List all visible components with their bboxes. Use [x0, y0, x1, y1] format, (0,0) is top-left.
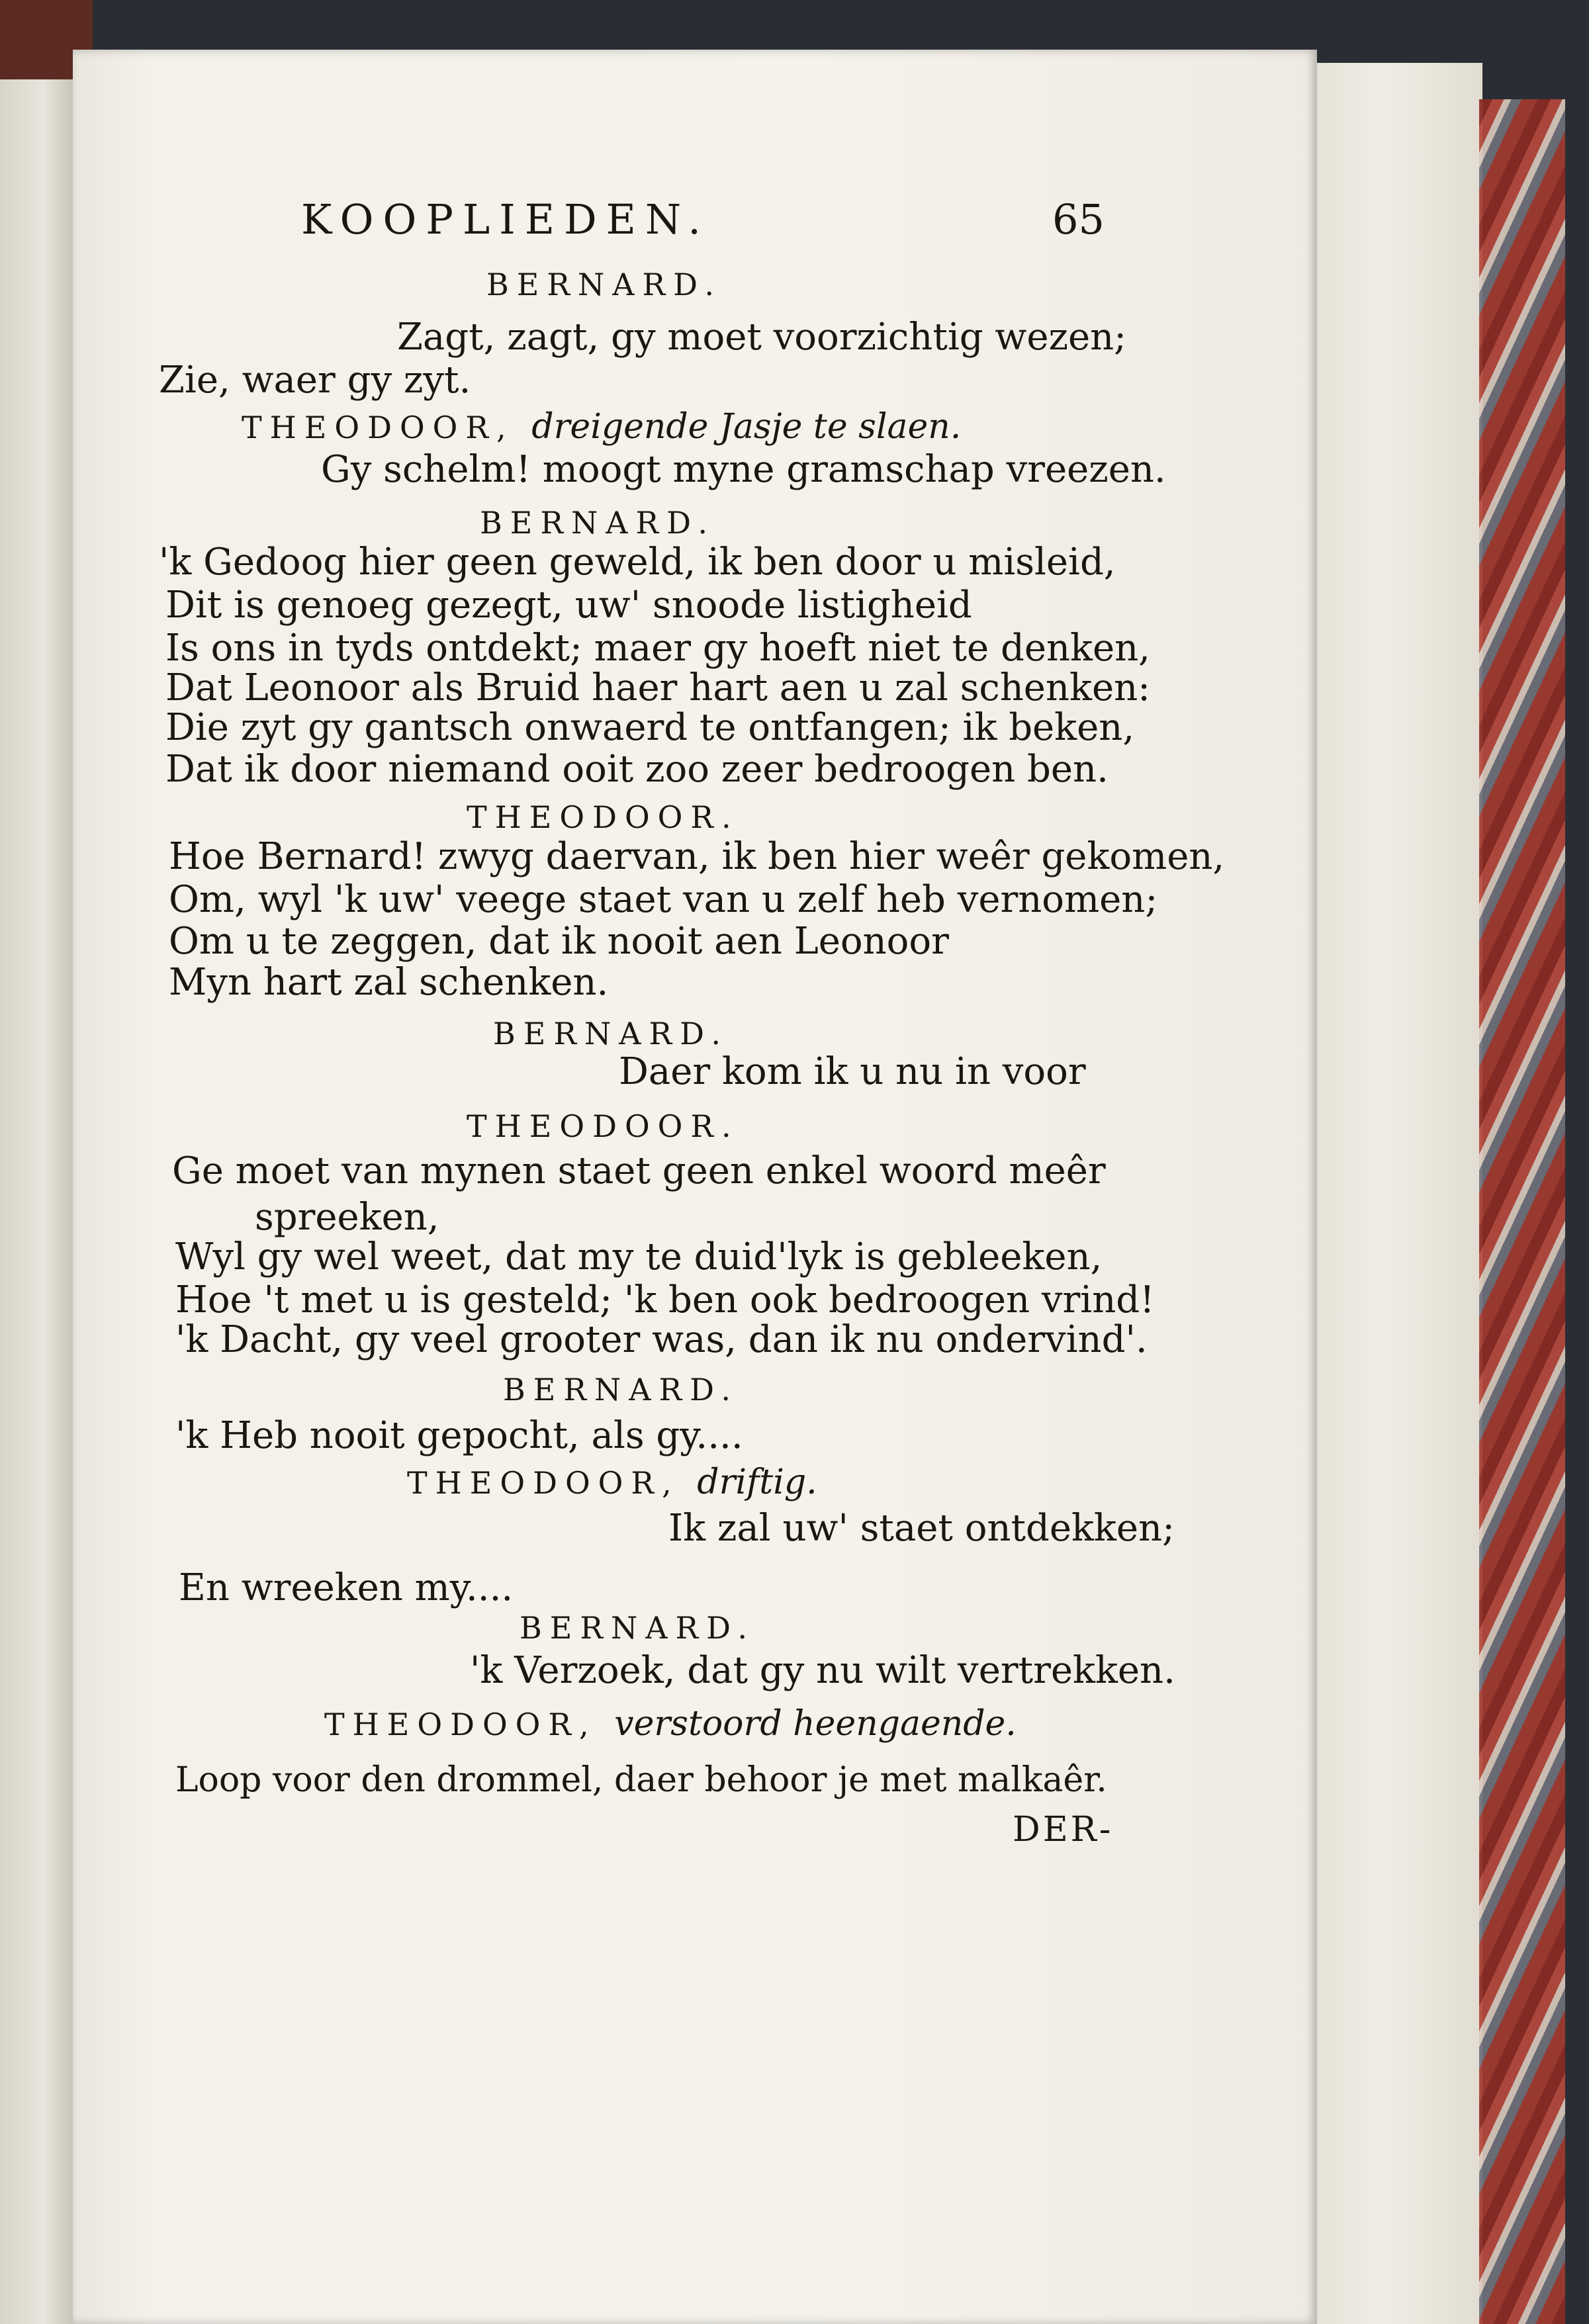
verse-line: Zagt, zagt, gy moet voorzichtig wezen; [397, 316, 1127, 359]
speaker-name: THEODOOR, [242, 410, 514, 445]
stage-direction: driftig. [697, 1462, 817, 1502]
speaker-heading: BERNARD. [486, 267, 722, 302]
speaker-heading [324, 1704, 1017, 1744]
marbled-endpaper [1479, 99, 1565, 2324]
verse-line: En wreeken my.... [179, 1566, 514, 1609]
verse-line: Hoe 't met u is gesteld; 'k ben ook bedroogen vrind! [175, 1278, 1155, 1321]
speaker-heading: BERNARD. [493, 1016, 729, 1051]
verse-line: Die zyt gy gantsch onwaerd te ontfangen; ik beken, [165, 706, 1135, 749]
speaker-heading: THEODOOR. [467, 1108, 739, 1144]
verse-line: Gy schelm! moogt myne gramschap vreezen. [321, 448, 1166, 491]
verse-line: 'k Gedoog hier geen geweld, ik ben door u misleid, [159, 541, 1116, 584]
verse-line: 'k Dacht, gy veel grooter was, dan ik nu ondervind'. [175, 1318, 1148, 1361]
verse-line: Zie, waer gy zyt. [159, 359, 471, 402]
catchword: DER- [1013, 1810, 1114, 1850]
page-fore-edge [1317, 63, 1482, 2324]
running-head: KOOPLIEDEN. [301, 195, 710, 244]
verse-line: Dat Leonoor als Bruid haer hart aen u zal schenken: [165, 666, 1151, 709]
verse-line: Dit is genoeg gezegt, uw' snoode listigheid [165, 584, 972, 627]
speaker-name: THEODOOR, [324, 1707, 597, 1742]
verse-line: Is ons in tyds ontdekt; maer gy hoeft niet te denken, [165, 627, 1150, 670]
verse-line: Om u te zeggen, dat ik nooit aen Leonoor [169, 920, 949, 963]
speaker-heading: BERNARD. [520, 1610, 755, 1646]
verse-line: Hoe Bernard! zwyg daervan, ik ben hier weêr gekomen, [169, 835, 1225, 878]
verse-line: Wyl gy wel weet, dat my te duid'lyk is gebleeken, [175, 1235, 1103, 1278]
verse-line: spreeken, [255, 1196, 439, 1239]
verse-line: Ik zal uw' staet ontdekken; [668, 1507, 1175, 1550]
speaker-heading: BERNARD. [503, 1372, 739, 1408]
speaker-name: THEODOOR, [407, 1465, 680, 1501]
speaker-heading [242, 407, 962, 447]
verse-line: Om, wyl 'k uw' veege staet van u zelf heb vernomen; [169, 878, 1158, 921]
speaker-heading [407, 1462, 817, 1502]
verse-line: 'k Verzoek, dat gy nu wilt vertrekken. [470, 1649, 1175, 1692]
stage-direction: verstoord heengaende. [614, 1704, 1017, 1744]
stage-direction: dreigende Jasje te slaen. [531, 407, 962, 447]
verse-line: Myn hart zal schenken. [169, 961, 609, 1004]
verse-line: Ge moet van mynen staet geen enkel woord meêr [172, 1149, 1106, 1192]
speaker-heading: THEODOOR. [467, 799, 739, 835]
page-number: 65 [1052, 195, 1105, 244]
verse-line: Loop voor den drommel, daer behoor je met malkaêr. [175, 1760, 1107, 1800]
left-page-edge [0, 79, 73, 2324]
verse-line: Dat ik door niemand ooit zoo zeer bedroogen ben. [165, 748, 1109, 791]
speaker-heading: BERNARD. [480, 505, 715, 541]
verse-line: 'k Heb nooit gepocht, als gy.... [175, 1414, 743, 1457]
verse-line: Daer kom ik u nu in voor [619, 1050, 1086, 1093]
